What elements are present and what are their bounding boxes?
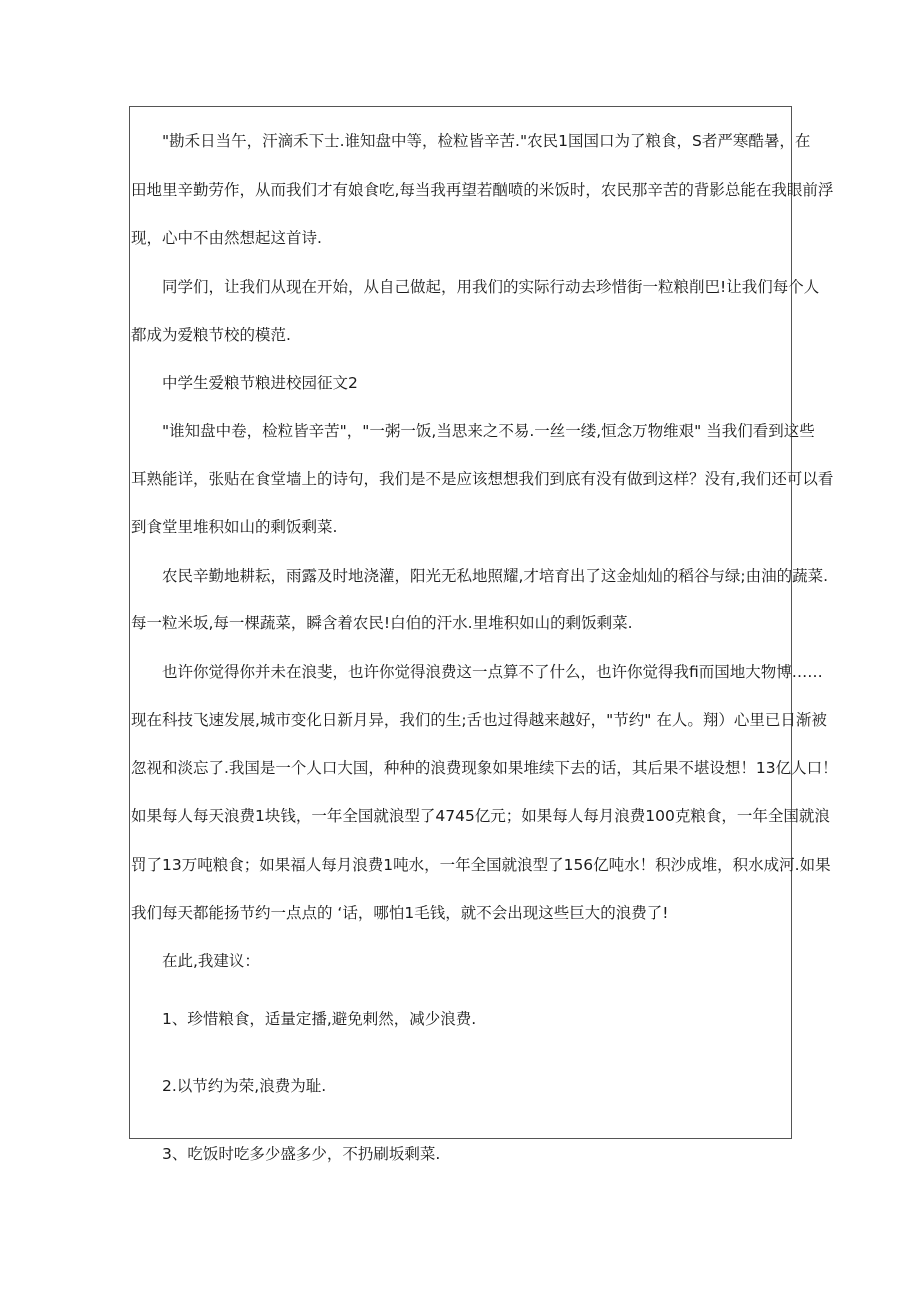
paragraph-1-line-1: "勘禾日当午，汗滴禾下士.谁知盘中等，检粒皆辛苦."农民1国国口为了粮食，S者严寒酷暑，在 <box>162 132 811 150</box>
paragraph-6: 在此,我建议： <box>162 952 260 970</box>
paragraph-5-line-3: 忽视和淡忘了.我国是一个人口大国，种种的浪费现象如果堆续下去的话，其后果不堪设想！13亿人口！ <box>131 759 838 777</box>
paragraph-3-line-2: 耳熟能详，张贴在食堂墙上的诗句，我们是不是应该想想我们到底有没有做到这样？没有,我们还可以看 <box>131 470 834 488</box>
paragraph-5-line-1: 也许你觉得你并未在浪斐，也许你觉得浪费这一点算不了什么，也许你觉得我fi而国地大物博…… <box>162 663 823 681</box>
suggestion-1: 1、珍惜粮食，适量定播,避免剌然，减少浪费. <box>162 1010 477 1028</box>
paragraph-5-line-5: 罚了13万吨粮食；如果福人每月浪费1吨水，一年全国就浪型了156亿吨水！积沙成堆，积水成河.如果 <box>131 856 831 874</box>
suggestion-3: 3、吃饭时吃多少盛多少，不扔刷坂剩菜. <box>162 1145 441 1163</box>
paragraph-3-line-3: 到食堂里堆积如山的剩饭剩菜. <box>131 518 338 536</box>
paragraph-1-line-2: 田地里辛勤劳作，从而我们才有娘食吃,每当我再望若酗喷的米饭时，农民那辛苦的背影总能在我眼前浮 <box>131 181 834 199</box>
suggestion-2: 2.以节约为荣,浪费为耻. <box>162 1077 327 1095</box>
section-heading: 中学生爱粮节粮进校园征文2 <box>162 374 358 392</box>
paragraph-5-line-6: 我们每天都能扬节约一点点的 ‘话，哪怕1毛钱，就不会出现这些巨大的浪费了! <box>131 904 669 922</box>
paragraph-5-line-4: 如果每人每天浪费1块钱，一年全国就浪型了4745亿元；如果每人每月浪费100克粮食，一年全国就浪 <box>131 807 830 825</box>
paragraph-3-line-1: "谁知盘中卷，检粒皆辛苦"，"一粥一饭,当思来之不易.一丝一缕,恒念万物维艰" 当我们看到这些 <box>162 422 815 440</box>
paragraph-4-line-1: 农民辛勤地耕耘，雨露及时地浇灌，阳光无私地照耀,才培育出了这金灿灿的稻谷与绿;由油的蔬菜. <box>162 567 829 585</box>
paragraph-2-line-1: 同学们，让我们从现在开始，从自己做起，用我们的实际行动去珍惜街一粒粮削巴!让我们每个人 <box>162 278 820 296</box>
paragraph-2-line-2: 都成为爱粮节校的模范. <box>131 326 291 344</box>
paragraph-1-line-3: 现，心中不由然想起这首诗. <box>131 229 322 247</box>
paragraph-4-line-2: 每一粒米坂,每一棵蔬菜，瞬含着农民!白伯的汗水.里堆积如山的剩饭剩菜. <box>131 614 633 632</box>
paragraph-5-line-2: 现在科技飞速发展,城市变化日新月异，我们的生;舌也过得越来越好，"节约" 在人。翔）心里已日渐被 <box>131 711 827 729</box>
